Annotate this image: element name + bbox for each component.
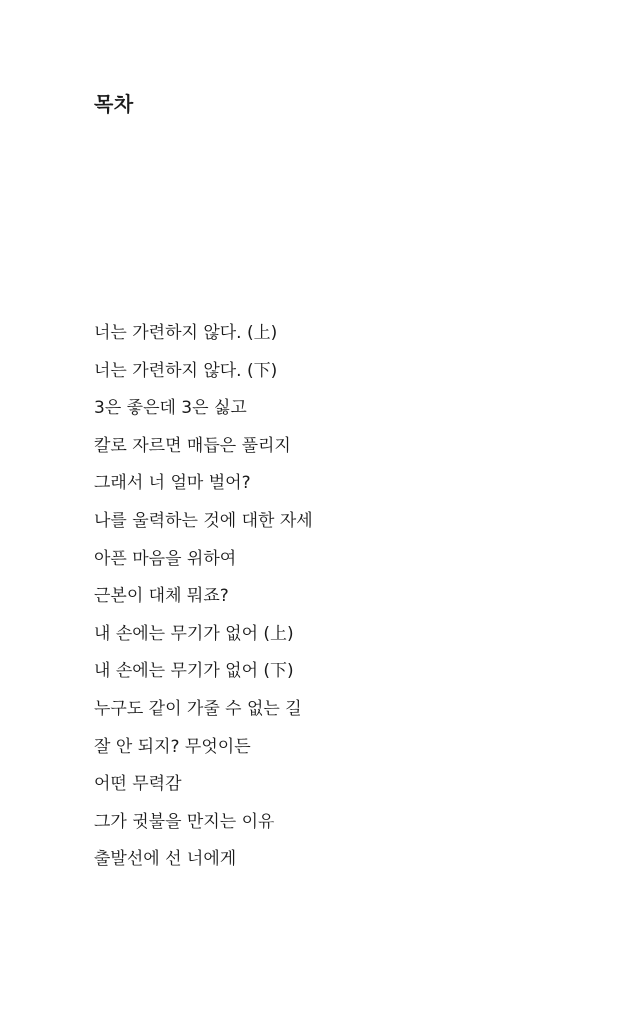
toc-entry: 내 손에는 무기가 없어 (下) (94, 661, 294, 682)
toc-entry: 출발선에 선 너에게 (94, 849, 237, 870)
toc-entry: 누구도 같이 가줄 수 없는 길 (94, 698, 302, 719)
toc-entry: 그가 귓불을 만지는 이유 (94, 811, 275, 832)
toc-entry: 너는 가련하지 않다. (上) (94, 323, 278, 343)
toc-entry: 아픈 마음을 위하여 (94, 548, 237, 569)
toc-entry: 나를 울력하는 것에 대한 자세 (94, 510, 313, 531)
toc-entry: 내 손에는 무기가 없어 (上) (94, 623, 294, 644)
toc-entry: 잘 안 되지? 무엇이든 (94, 736, 251, 757)
toc-list (94, 315, 313, 879)
toc-heading: 목차 (94, 92, 134, 116)
toc-entry: 너는 가련하지 않다. (下) (94, 360, 278, 381)
toc-entry: 3은 좋은데 3은 싫고 (94, 398, 247, 419)
toc-entry: 근본이 대체 뭐죠? (94, 586, 229, 607)
toc-entry: 어떤 무력감 (94, 774, 182, 795)
toc-entry: 그래서 너 얼마 벌어? (94, 473, 251, 494)
toc-entry: 칼로 자르면 매듭은 풀리지 (94, 435, 291, 456)
